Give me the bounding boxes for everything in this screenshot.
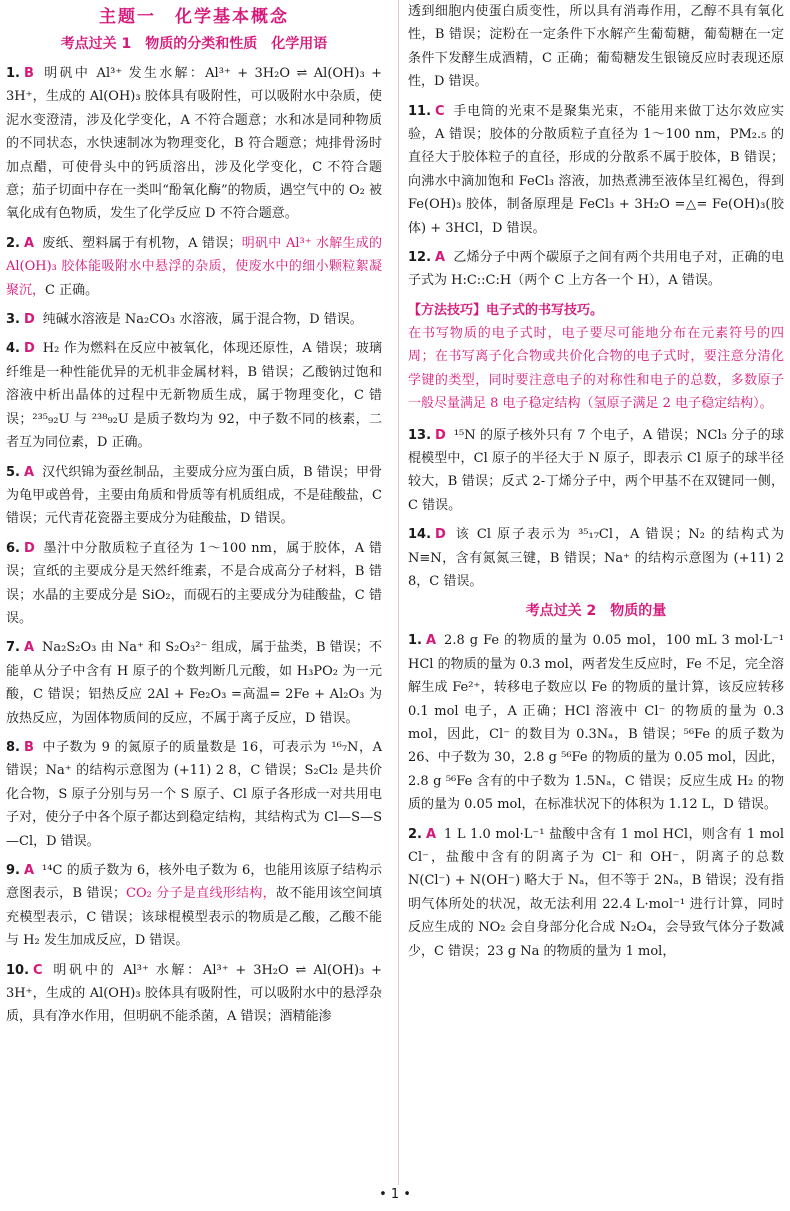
- explanation-text: H₂ 作为燃料在反应中被氧化，体现还原性，A 错误；玻璃纤维是一种性能优异的无机非金属材料，B 错误；乙酸钠过饱和溶液中析出晶体的过程中无新物质生成，属于物理变化，C 错误；²³⁵₉₂U 与 ²³⁸₉₂U 是质子数均为 92，中子数不同的核素，二者互为同位素，D 正确。: [6, 341, 382, 451]
- answer-item: [6, 461, 382, 531]
- question-number: 4.: [6, 341, 20, 357]
- question-number: 6.: [6, 540, 20, 556]
- explanation-text: ¹⁵N 的原子核外只有 7 个电子，A 错误；NCl₃ 分子的球棍模型中，Cl 原子的半径大于 N 原子，即表示 Cl 原子的球半径较大，B 错误；反式 2-丁烯分子中，两个甲基不在双键同一侧，C 错误。: [408, 427, 784, 513]
- question-number: 2.: [408, 826, 422, 842]
- answer-item: [6, 859, 382, 953]
- answer-item: [6, 636, 382, 730]
- question-number: 12.: [408, 250, 432, 266]
- answer-letter: B: [23, 66, 34, 81]
- explanation-text: 明矾中的 Al³⁺ 水解：Al³⁺ + 3H₂O ⇌ Al(OH)₃ + 3H⁺，生成的 Al(OH)₃ 胶体具有吸附性，可以吸附水中的悬浮杂质，具有净水作用，但明矾不能杀菌，A 错误；酒精能渗: [6, 962, 382, 1025]
- answer-item: [408, 246, 784, 293]
- explanation-text: 乙烯分子中两个碳原子之间有两个共用电子对，正确的电子式为 H:C::C:H（两个 C 上方各一个 H），A 错误。: [408, 250, 784, 289]
- topic-title: 主题一 化学基本概念: [99, 7, 289, 27]
- explanation-text: Na₂S₂O₃ 由 Na⁺ 和 S₂O₃²⁻ 组成，属于盐类，B 错误；不能单从分子中含有 H 原子的个数判断几元酸，如 H₃PO₂ 为一元酸，C 错误；铝热反应 2Al + Fe₂O₃ =高温= 2Fe + Al₂O₃ 为放热反应，为固体物质间的反应，不属于离子反应，D 错误。: [6, 640, 382, 726]
- question-number: 13.: [408, 427, 432, 443]
- tip-title: 【方法技巧】电子式的书写技巧。: [408, 302, 604, 318]
- explanation-tail: 故不能用该空间填充模型表示，C 错误；该球棍模型表示的物质是乙酸，乙酸不能与 H₂ 发生加成反应，D 错误。: [6, 886, 382, 949]
- explanation-text: ¹⁴C 的质子数为 6，核外电子数为 6，也能用该原子结构示意图表示，B 错误；: [6, 863, 382, 902]
- answer-letter: D: [23, 312, 35, 328]
- answer-letter: A: [435, 250, 446, 266]
- tip-body: 在书写物质的电子式时，电子要尽可能地分布在元素符号的四周；在书写离子化合物或共价化合物的电子式时，要注意分清化学键的类型，同时要注意电子的对称性和电子的总数，多数原子一般尽量满足 8 电子稳定结构（氢原子满足 2 电子稳定结构）。: [408, 325, 784, 412]
- answer-item: [6, 959, 382, 1029]
- answer-item: [408, 424, 784, 518]
- answer-item: [408, 0, 784, 94]
- question-number: 5.: [6, 464, 20, 480]
- explanation-text: 透到细胞内使蛋白质变性，所以具有消毒作用，乙醇不具有氧化性，B 错误；淀粉在一定条件下水解产生葡萄糖，葡萄糖在一定条件下发酵生成酒精，C 正确；葡萄糖发生银镜反应时表现还原性，D 错误。: [408, 4, 784, 90]
- answer-item: [6, 736, 382, 853]
- answer-item: [6, 308, 382, 331]
- explanation-text: 纯碱水溶液是 Na₂CO₃ 水溶液，属于混合物，D 错误。: [42, 312, 363, 328]
- question-number: 2.: [6, 235, 20, 251]
- answer-item: [408, 100, 784, 240]
- question-number: 14.: [408, 527, 432, 543]
- answer-list-right: [408, 0, 784, 293]
- question-number: 11.: [408, 103, 432, 119]
- explanation-text: 明矾中 Al³⁺ 发生水解：Al³⁺ + 3H₂O ⇌ Al(OH)₃ + 3H⁺，生成的 Al(OH)₃ 胶体具有吸附性，可以吸附水中杂质，使泥水变澄清，涉及化学变化，A 不符合题意；水和冰是同种物质的不同状态，水快速制冰为物理变化，B 符合题意；炖排骨汤时加点醋，可使骨头中的钙质溶出，涉及化学变化，C 不符合题意；茄子切面中存在一类叫“酚氧化酶”的物质，遇空气中的 O₂ 被氧化成有色物质，发生了化学反应 D 不符合题意。: [6, 66, 382, 222]
- answer-letter: D: [435, 427, 446, 443]
- answer-list-left: [6, 62, 382, 1029]
- answer-item: [408, 823, 784, 963]
- explanation-text: 该 Cl 原子表示为 ³⁵₁₇Cl，A 错误；N₂ 的结构式为 N≡N，含有氮氮三键，B 错误；Na⁺ 的结构示意图为 (+11) 2 8，C 错误。: [408, 527, 784, 589]
- answer-letter: D: [23, 341, 35, 357]
- answer-item: [6, 62, 382, 226]
- page-number: • 1 •: [379, 1187, 411, 1202]
- column-divider: [398, 0, 399, 1185]
- explanation-text: 1 L 1.0 mol·L⁻¹ 盐酸中含有 1 mol HCl，则含有 1 mol Cl⁻，盐酸中含有的阴离子为 Cl⁻ 和 OH⁻，阴离子的总数 N(Cl⁻) + N(OH⁻) 略大于 Nₐ，但不等于 2Nₐ，B 错误；没有指明气体所处的状况，故无法利用 22.4 L·mol⁻¹ 进行计算，同时反应生成的 NO₂ 会自身部分化合成 N₂O₄，会导致气体分子数减少，C 错误；23 g Na 的物质的量为 1 mol，: [408, 826, 784, 959]
- answer-item: [408, 523, 784, 593]
- explanation-text: 2.8 g Fe 的物质的量为 0.05 mol，100 mL 3 mol·L⁻¹ HCl 的物质的量为 0.3 mol，两者发生反应时，Fe 不足，完全溶解生成 Fe²⁺，转移电子数应以 Fe 的物质的量计算，该反应转移 0.1 mol 电子，A 正确；HCl 溶液中 Cl⁻ 的物质的量为 0.3 mol，因此，Cl⁻ 的数目为 0.3Nₐ，B 错误；⁵⁶Fe 的质子数为 26、中子数为 30，2.8 g ⁵⁶Fe 的物质的量为 0.05 mol，因此，2.8 g ⁵⁶Fe 含有的中子数为 1.5Nₐ，C 错误；反应生成 H₂ 的物质的量为 0.05 mol，在标准状况下的体积为 1.12 L，D 错误。: [408, 633, 784, 813]
- question-number: 1.: [408, 633, 422, 649]
- answer-letter: D: [435, 527, 446, 543]
- answer-item: [6, 537, 382, 631]
- answer-letter: A: [23, 863, 35, 878]
- highlight-text: 明矾中 Al³⁺ 水解生成的 Al(OH)₃ 胶体能吸附水中悬浮的杂质，使废水中的细小颗粒絮凝聚沉，: [6, 235, 382, 298]
- answer-list-right-3: [408, 629, 784, 963]
- answer-letter: A: [23, 640, 35, 656]
- explanation-text: 汉代织锦为蚕丝制品，主要成分应为蛋白质，B 错误；甲骨为龟甲或兽骨，主要由角质和骨质等有机质组成，不是硅酸盐，C 错误；元代青花瓷器主要成分为硅酸盐，D 错误。: [6, 464, 382, 527]
- left-column: [6, 0, 382, 1035]
- section-title-2: 考点过关 2 物质的量: [525, 603, 667, 620]
- answer-item: [408, 629, 784, 816]
- answer-letter: A: [425, 633, 437, 649]
- answer-list-right-2: [408, 424, 784, 594]
- answer-letter: A: [425, 826, 437, 842]
- answer-letter: D: [23, 540, 35, 556]
- question-number: 8.: [6, 739, 20, 755]
- question-number: 1.: [6, 66, 20, 81]
- right-column: [408, 0, 784, 969]
- explanation-text: 废纸、塑料属于有机物，A 错误；: [42, 235, 242, 251]
- explanation-text: 手电筒的光束不是聚集光束，不能用来做丁达尔效应实验，A 错误；胶体的分散质粒子直径为 1～100 nm，PM₂.₅ 的直径大于胶体粒子的直径，形成的分散系不属于胶体，B 错误；向沸水中滴加饱和 FeCl₃ 溶液，加热煮沸至液体呈红褐色，得到 Fe(OH)₃ 胶体，制备原理是 FeCl₃ + 3H₂O =△= Fe(OH)₃(胶体) + 3HCl，D 错误。: [408, 103, 784, 236]
- question-number: 7.: [6, 640, 20, 656]
- question-number: 9.: [6, 863, 20, 878]
- answer-item: [6, 337, 382, 454]
- answer-letter: A: [23, 235, 35, 251]
- answer-letter: B: [23, 739, 34, 755]
- explanation-text: 墨汁中分散质粒子直径为 1～100 nm，属于胶体，A 错误；宣纸的主要成分是天然纤维素，不是合成高分子材料，B 错误；水晶的主要成分是 SiO₂，而砚石的主要成分为硅酸盐，C 错误。: [6, 540, 382, 626]
- question-number: 3.: [6, 312, 20, 328]
- answer-letter: C: [435, 103, 445, 119]
- section-title-1: 考点过关 1 物质的分类和性质 化学用语: [60, 36, 328, 52]
- answer-letter: A: [23, 464, 35, 480]
- answer-letter: C: [33, 962, 43, 978]
- explanation-text: 中子数为 9 的氮原子的质量数是 16，可表示为 ¹⁶₇N，A 错误；Na⁺ 的结构示意图为 (+11) 2 8，C 错误；S₂Cl₂ 是共价化合物，S 原子分别与另一个 S 原子、Cl 原子各形成一对共用电子对，使分子中各个原子都达到稳定结构，其结构式为 Cl—S—S—Cl，D 错误。: [6, 739, 382, 849]
- question-number: 10.: [6, 962, 30, 978]
- highlight-text: CO₂ 分子是直线形结构，: [126, 886, 276, 902]
- answer-item: [6, 232, 382, 302]
- explanation-tail: C 正确。: [45, 282, 99, 298]
